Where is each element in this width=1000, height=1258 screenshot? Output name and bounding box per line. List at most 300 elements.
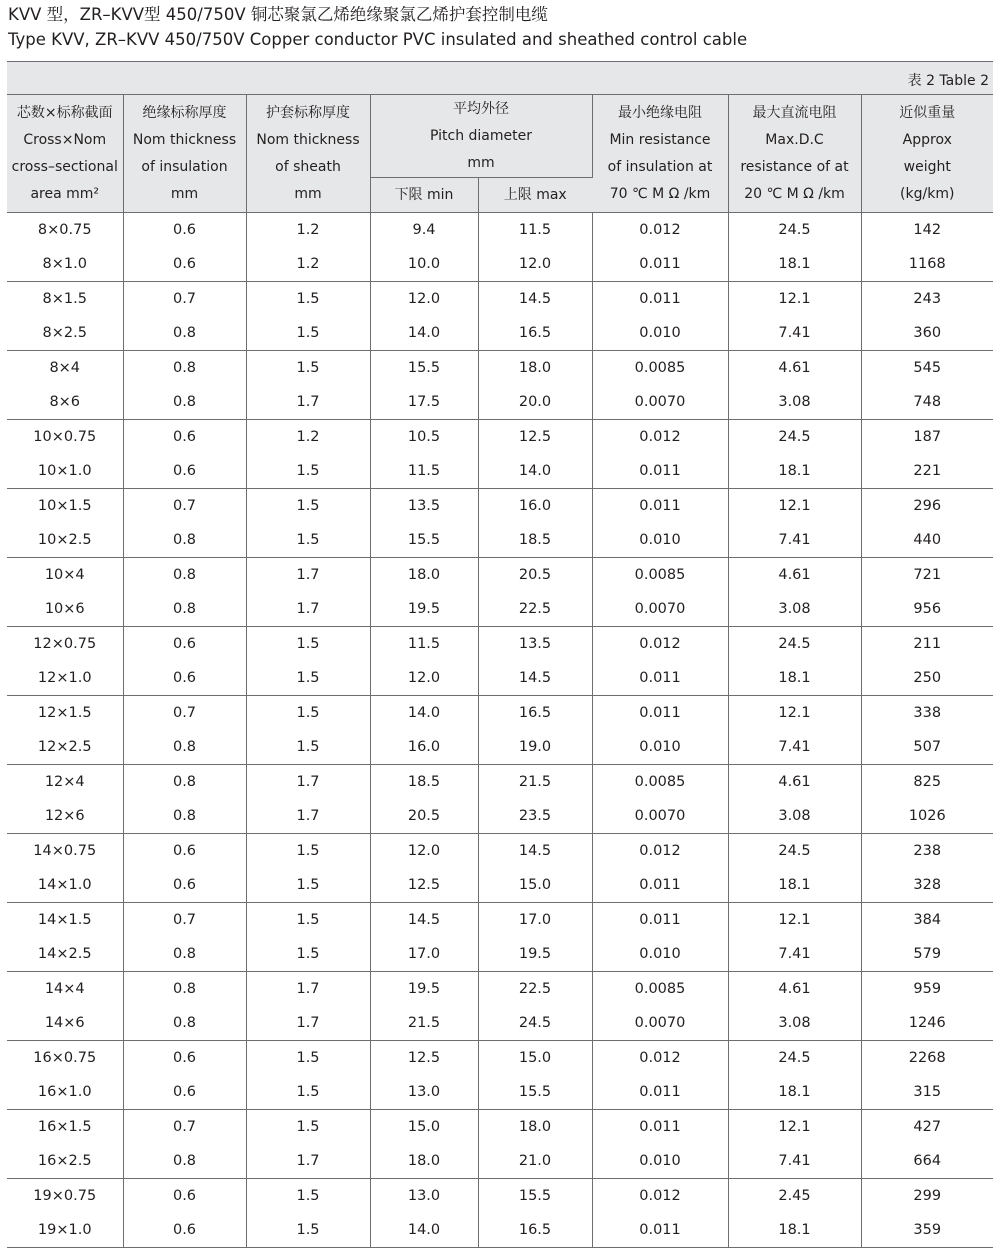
cell-insulation-thickness: 0.8 (123, 351, 246, 386)
cell-diameter-min: 17.5 (370, 385, 478, 420)
table-row (7, 1075, 993, 1110)
header-line: area mm² (30, 185, 100, 202)
cell-min-insulation-resistance: 0.012 (592, 1179, 728, 1214)
cell-diameter-min: 19.5 (370, 592, 478, 627)
table-row (7, 1110, 993, 1145)
table-row (7, 1144, 993, 1179)
header-insulation-thickness (123, 95, 246, 213)
cell-insulation-thickness: 0.6 (123, 1213, 246, 1248)
cell-min-insulation-resistance: 0.011 (592, 1075, 728, 1110)
cell-approx-weight: 2268 (908, 1050, 946, 1066)
cell-approx-weight: 299 (913, 1188, 942, 1204)
cell-approx-weight: 338 (913, 705, 942, 721)
cell-diameter-max: 24.5 (478, 1006, 592, 1041)
cell-max-dc-resistance: 7.41 (728, 316, 861, 351)
cell-diameter-min: 17.0 (370, 937, 478, 972)
cell-diameter-max: 17.0 (478, 903, 592, 938)
cell-max-dc-resistance: 4.61 (728, 972, 861, 1007)
cell-min-insulation-resistance: 0.0070 (592, 592, 728, 627)
cell-insulation-thickness: 0.6 (123, 1179, 246, 1214)
cell-cross-section: 8×2.5 (7, 316, 123, 351)
cell-min-insulation-resistance: 0.012 (592, 834, 728, 869)
cell-approx-weight: 221 (861, 454, 993, 489)
table-row (7, 247, 993, 282)
cable-spec-table (7, 95, 993, 1248)
cell-sheath-thickness: 1.2 (246, 420, 370, 455)
cell-approx-weight: 956 (861, 592, 993, 627)
cell-sheath-thickness: 1.5 (246, 1213, 370, 1248)
cell-insulation-thickness: 0.6 (123, 627, 246, 662)
table-caption-bar (7, 61, 993, 95)
cell-approx-weight: 507 (861, 730, 993, 765)
cell-sheath-thickness: 1.7 (246, 1006, 370, 1041)
cell-min-insulation-resistance: 0.011 (592, 903, 728, 938)
cell-sheath-thickness: 1.2 (246, 213, 370, 248)
cell-max-dc-resistance: 18.1 (728, 868, 861, 903)
table-row (7, 351, 993, 386)
cell-insulation-thickness: 0.6 (123, 661, 246, 696)
header-diameter-max: 上限 max (478, 178, 592, 213)
cell-diameter-min: 11.5 (370, 454, 478, 489)
cell-approx-weight: 664 (861, 1144, 993, 1179)
cell-sheath-thickness: 1.5 (246, 1110, 370, 1145)
document-title-chinese: KVV 型，ZR–KVV型 450/750V 铜芯聚氯乙烯绝缘聚氯乙烯护套控制电缆 (8, 5, 548, 24)
cell-diameter-min: 18.0 (370, 558, 478, 593)
cell-min-insulation-resistance: 0.0085 (592, 972, 728, 1007)
cell-insulation-thickness: 0.8 (123, 523, 246, 558)
cell-diameter-min: 21.5 (370, 1006, 478, 1041)
header-line: weight (903, 158, 951, 175)
cell-diameter-max: 19.5 (478, 937, 592, 972)
cell-sheath-thickness: 1.5 (246, 730, 370, 765)
table-row (7, 903, 993, 938)
cell-diameter-min: 12.0 (370, 282, 478, 317)
cell-diameter-max: 21.0 (478, 1144, 592, 1179)
cell-cross-section: 10×1.0 (7, 454, 123, 489)
header-line: cross–sectional (11, 158, 118, 175)
table-caption: 表 2 Table 2 (907, 73, 989, 89)
cell-sheath-thickness: 1.7 (246, 1144, 370, 1179)
cell-approx-weight: 243 (913, 291, 942, 307)
header-line: 20 ℃ M Ω /km (744, 185, 845, 202)
cell-insulation-thickness: 0.8 (123, 558, 246, 593)
table-header (7, 95, 993, 213)
cell-insulation-thickness: 0.7 (123, 489, 246, 524)
cell-insulation-thickness: 0.7 (123, 696, 246, 731)
cell-sheath-thickness: 1.2 (246, 247, 370, 282)
cell-diameter-max: 22.5 (478, 592, 592, 627)
cell-sheath-thickness: 1.7 (246, 558, 370, 593)
table-row (7, 316, 993, 351)
cell-max-dc-resistance: 3.08 (728, 385, 861, 420)
cell-max-dc-resistance: 24.5 (728, 834, 861, 869)
cable-spec-sheet (7, 61, 993, 1248)
cell-max-dc-resistance: 7.41 (728, 523, 861, 558)
header-line: resistance of at (740, 158, 849, 175)
cell-diameter-max: 16.5 (478, 696, 592, 731)
cell-max-dc-resistance: 24.5 (728, 1041, 861, 1076)
cell-cross-section: 10×2.5 (7, 523, 123, 558)
cell-diameter-max: 11.5 (478, 213, 592, 248)
cell-diameter-max: 16.0 (478, 489, 592, 524)
cell-min-insulation-resistance: 0.0070 (592, 799, 728, 834)
cell-min-insulation-resistance: 0.0085 (592, 351, 728, 386)
cell-cross-section: 8×6 (7, 385, 123, 420)
cell-max-dc-resistance: 18.1 (728, 247, 861, 282)
cell-min-insulation-resistance: 0.010 (592, 730, 728, 765)
cell-diameter-min: 18.0 (370, 1144, 478, 1179)
cell-cross-section: 10×0.75 (7, 420, 123, 455)
header-line: Max.D.C (765, 131, 824, 148)
header-cross-section (7, 95, 123, 213)
table-row (7, 385, 993, 420)
cell-sheath-thickness: 1.7 (246, 799, 370, 834)
cell-min-insulation-resistance: 0.011 (592, 1110, 728, 1145)
cell-approx-weight: 142 (913, 222, 942, 238)
cell-approx-weight: 359 (861, 1213, 993, 1248)
cell-insulation-thickness: 0.8 (123, 385, 246, 420)
header-line: (kg/km) (900, 185, 955, 202)
cell-max-dc-resistance: 4.61 (728, 558, 861, 593)
header-line: Nom thickness (132, 131, 237, 148)
cell-diameter-max: 18.0 (478, 351, 592, 386)
table-row (7, 282, 993, 317)
cell-diameter-min: 9.4 (370, 213, 478, 248)
cell-cross-section: 12×6 (7, 799, 123, 834)
header-line: 最大直流电阻 (752, 104, 837, 121)
cell-cross-section: 14×4 (7, 972, 123, 1007)
table-row (7, 420, 993, 455)
cell-insulation-thickness: 0.8 (123, 730, 246, 765)
cell-insulation-thickness: 0.7 (123, 903, 246, 938)
cell-insulation-thickness: 0.8 (123, 972, 246, 1007)
cell-approx-weight: 440 (861, 523, 993, 558)
header-line: Pitch diameter (430, 127, 532, 144)
cell-insulation-thickness: 0.6 (123, 868, 246, 903)
cell-max-dc-resistance: 18.1 (728, 454, 861, 489)
table-row (7, 1213, 993, 1248)
cell-diameter-min: 12.5 (370, 868, 478, 903)
cell-sheath-thickness: 1.5 (246, 454, 370, 489)
cell-sheath-thickness: 1.5 (246, 1041, 370, 1076)
cell-max-dc-resistance: 18.1 (728, 1213, 861, 1248)
cell-diameter-max: 18.0 (478, 1110, 592, 1145)
cell-cross-section: 16×0.75 (7, 1041, 123, 1076)
cell-diameter-min: 12.5 (370, 1041, 478, 1076)
cell-approx-weight: 748 (861, 385, 993, 420)
cell-max-dc-resistance: 18.1 (728, 1075, 861, 1110)
cell-sheath-thickness: 1.5 (246, 868, 370, 903)
cell-diameter-max: 12.0 (478, 247, 592, 282)
cell-sheath-thickness: 1.5 (246, 661, 370, 696)
cell-diameter-min: 14.0 (370, 316, 478, 351)
table-body (7, 213, 993, 1248)
cell-max-dc-resistance: 7.41 (728, 937, 861, 972)
cell-min-insulation-resistance: 0.011 (592, 696, 728, 731)
table-row (7, 1006, 993, 1041)
header-diameter-min: 下限 min (370, 178, 478, 213)
cell-sheath-thickness: 1.5 (246, 1075, 370, 1110)
cell-min-insulation-resistance: 0.010 (592, 523, 728, 558)
cell-approx-weight: 959 (913, 981, 942, 997)
header-line: mm (294, 185, 322, 202)
cell-max-dc-resistance: 2.45 (728, 1179, 861, 1214)
cell-diameter-min: 11.5 (370, 627, 478, 662)
cell-sheath-thickness: 1.5 (246, 834, 370, 869)
header-line: 近似重量 (899, 104, 956, 121)
table-row (7, 834, 993, 869)
table-row (7, 730, 993, 765)
cell-approx-weight: 250 (861, 661, 993, 696)
cell-sheath-thickness: 1.5 (246, 316, 370, 351)
cell-min-insulation-resistance: 0.0085 (592, 765, 728, 800)
cell-approx-weight: 721 (913, 567, 942, 583)
cell-approx-weight: 328 (861, 868, 993, 903)
cell-diameter-min: 15.5 (370, 523, 478, 558)
cell-max-dc-resistance: 12.1 (728, 489, 861, 524)
header-sheath-thickness (246, 95, 370, 213)
cell-diameter-min: 12.0 (370, 661, 478, 696)
cell-insulation-thickness: 0.8 (123, 1144, 246, 1179)
cell-sheath-thickness: 1.5 (246, 937, 370, 972)
cell-sheath-thickness: 1.5 (246, 696, 370, 731)
cell-cross-section: 8×1.0 (7, 247, 123, 282)
cell-max-dc-resistance: 3.08 (728, 1006, 861, 1041)
cell-diameter-min: 20.5 (370, 799, 478, 834)
cell-min-insulation-resistance: 0.011 (592, 868, 728, 903)
cell-min-insulation-resistance: 0.010 (592, 937, 728, 972)
table-row (7, 937, 993, 972)
cell-max-dc-resistance: 18.1 (728, 661, 861, 696)
cell-cross-section: 8×1.5 (7, 282, 123, 317)
cell-insulation-thickness: 0.8 (123, 316, 246, 351)
cell-cross-section: 12×0.75 (7, 627, 123, 662)
cell-diameter-max: 22.5 (478, 972, 592, 1007)
cell-insulation-thickness: 0.6 (123, 1075, 246, 1110)
cell-approx-weight: 187 (913, 429, 942, 445)
cell-max-dc-resistance: 4.61 (728, 765, 861, 800)
cell-approx-weight: 211 (913, 636, 942, 652)
cell-max-dc-resistance: 24.5 (728, 627, 861, 662)
header-line: 70 ℃ M Ω /km (609, 185, 711, 202)
cell-cross-section: 14×2.5 (7, 937, 123, 972)
cell-sheath-thickness: 1.5 (246, 351, 370, 386)
cell-max-dc-resistance: 12.1 (728, 282, 861, 317)
cell-cross-section: 14×0.75 (7, 834, 123, 869)
cell-cross-section: 10×6 (7, 592, 123, 627)
cell-cross-section: 12×1.0 (7, 661, 123, 696)
cell-sheath-thickness: 1.5 (246, 627, 370, 662)
cell-sheath-thickness: 1.5 (246, 1179, 370, 1214)
cell-diameter-min: 13.0 (370, 1179, 478, 1214)
cell-diameter-max: 14.5 (478, 661, 592, 696)
table-row (7, 454, 993, 489)
cell-sheath-thickness: 1.7 (246, 765, 370, 800)
cell-cross-section: 16×2.5 (7, 1144, 123, 1179)
cell-cross-section: 8×0.75 (7, 213, 123, 248)
header-line: 绝缘标称厚度 (142, 104, 227, 121)
cell-cross-section: 10×1.5 (7, 489, 123, 524)
cell-insulation-thickness: 0.6 (123, 213, 246, 248)
cell-diameter-min: 15.5 (370, 351, 478, 386)
table-row (7, 213, 993, 248)
header-line: 最小绝缘电阻 (618, 104, 702, 121)
cell-approx-weight: 1246 (861, 1006, 993, 1041)
cell-diameter-min: 19.5 (370, 972, 478, 1007)
cell-sheath-thickness: 1.5 (246, 903, 370, 938)
cell-diameter-min: 14.0 (370, 696, 478, 731)
cell-approx-weight: 1168 (861, 247, 993, 282)
cell-insulation-thickness: 0.7 (123, 1110, 246, 1145)
header-line: Approx (902, 131, 952, 148)
cell-diameter-max: 13.5 (478, 627, 592, 662)
header-line: 芯数×标称截面 (16, 104, 113, 121)
cell-diameter-min: 13.0 (370, 1075, 478, 1110)
cell-diameter-min: 15.0 (370, 1110, 478, 1145)
cell-diameter-max: 16.5 (478, 316, 592, 351)
header-line: Nom thickness (256, 131, 360, 148)
cell-diameter-max: 14.5 (478, 282, 592, 317)
table-row (7, 523, 993, 558)
cell-diameter-min: 16.0 (370, 730, 478, 765)
cell-diameter-max: 16.5 (478, 1213, 592, 1248)
cell-diameter-max: 15.0 (478, 868, 592, 903)
cell-insulation-thickness: 0.8 (123, 799, 246, 834)
cell-min-insulation-resistance: 0.011 (592, 661, 728, 696)
cell-approx-weight: 360 (861, 316, 993, 351)
cell-diameter-min: 12.0 (370, 834, 478, 869)
header-line: of insulation (141, 158, 228, 175)
cell-sheath-thickness: 1.5 (246, 282, 370, 317)
table-row (7, 558, 993, 593)
cell-cross-section: 12×4 (7, 765, 123, 800)
header-line: Min resistance (609, 131, 711, 148)
cell-diameter-max: 14.0 (478, 454, 592, 489)
cell-insulation-thickness: 0.8 (123, 1006, 246, 1041)
cell-insulation-thickness: 0.6 (123, 1041, 246, 1076)
cell-sheath-thickness: 1.7 (246, 592, 370, 627)
cell-min-insulation-resistance: 0.012 (592, 420, 728, 455)
header-line: 平均外径 (453, 100, 509, 117)
cell-sheath-thickness: 1.7 (246, 972, 370, 1007)
cell-max-dc-resistance: 7.41 (728, 1144, 861, 1179)
cell-cross-section: 14×1.5 (7, 903, 123, 938)
cell-min-insulation-resistance: 0.011 (592, 454, 728, 489)
table-row (7, 799, 993, 834)
cell-approx-weight: 384 (913, 912, 942, 928)
cell-insulation-thickness: 0.6 (123, 420, 246, 455)
cell-sheath-thickness: 1.5 (246, 523, 370, 558)
document-title-english: Type KVV, ZR–KVV 450/750V Copper conductor PVC insulated and sheathed control cable (8, 30, 748, 49)
cell-approx-weight: 545 (913, 360, 942, 376)
cell-diameter-max: 20.0 (478, 385, 592, 420)
cell-min-insulation-resistance: 0.012 (592, 213, 728, 248)
cell-diameter-max: 19.0 (478, 730, 592, 765)
cell-diameter-max: 21.5 (478, 765, 592, 800)
cell-min-insulation-resistance: 0.012 (592, 1041, 728, 1076)
cell-max-dc-resistance: 4.61 (728, 351, 861, 386)
cell-insulation-thickness: 0.8 (123, 765, 246, 800)
cell-diameter-max: 23.5 (478, 799, 592, 834)
cell-approx-weight: 296 (913, 498, 942, 514)
cell-approx-weight: 315 (861, 1075, 993, 1110)
table-row (7, 627, 993, 662)
cell-max-dc-resistance: 12.1 (728, 903, 861, 938)
cell-cross-section: 14×6 (7, 1006, 123, 1041)
table-row (7, 696, 993, 731)
cell-min-insulation-resistance: 0.011 (592, 1213, 728, 1248)
cell-min-insulation-resistance: 0.011 (592, 282, 728, 317)
cell-cross-section: 8×4 (7, 351, 123, 386)
cell-diameter-max: 18.5 (478, 523, 592, 558)
cell-sheath-thickness: 1.5 (246, 489, 370, 524)
cell-max-dc-resistance: 12.1 (728, 696, 861, 731)
cell-max-dc-resistance: 3.08 (728, 592, 861, 627)
cell-max-dc-resistance: 24.5 (728, 213, 861, 248)
cell-approx-weight: 1026 (861, 799, 993, 834)
header-max-dc-resistance (728, 95, 861, 213)
table-row (7, 1041, 993, 1076)
cell-cross-section: 19×0.75 (7, 1179, 123, 1214)
cell-diameter-max: 15.5 (478, 1179, 592, 1214)
header-line: mm (467, 154, 495, 171)
cell-approx-weight: 825 (913, 774, 942, 790)
table-row (7, 972, 993, 1007)
cell-cross-section: 16×1.0 (7, 1075, 123, 1110)
cell-insulation-thickness: 0.8 (123, 937, 246, 972)
cell-diameter-max: 15.0 (478, 1041, 592, 1076)
cell-min-insulation-resistance: 0.011 (592, 489, 728, 524)
cell-sheath-thickness: 1.7 (246, 385, 370, 420)
cell-cross-section: 12×2.5 (7, 730, 123, 765)
table-row (7, 592, 993, 627)
cell-min-insulation-resistance: 0.0070 (592, 1006, 728, 1041)
cell-max-dc-resistance: 7.41 (728, 730, 861, 765)
cell-approx-weight: 238 (913, 843, 942, 859)
cell-approx-weight: 579 (861, 937, 993, 972)
cell-cross-section: 12×1.5 (7, 696, 123, 731)
cell-cross-section: 19×1.0 (7, 1213, 123, 1248)
header-approx-weight (861, 95, 993, 213)
cell-diameter-min: 13.5 (370, 489, 478, 524)
header-line: mm (170, 185, 199, 202)
cell-diameter-max: 20.5 (478, 558, 592, 593)
cell-diameter-min: 14.0 (370, 1213, 478, 1248)
cell-diameter-min: 10.0 (370, 247, 478, 282)
cell-insulation-thickness: 0.6 (123, 247, 246, 282)
cell-max-dc-resistance: 24.5 (728, 420, 861, 455)
header-min-insulation-resistance (592, 95, 728, 213)
table-row (7, 489, 993, 524)
cell-insulation-thickness: 0.7 (123, 282, 246, 317)
cell-cross-section: 10×4 (7, 558, 123, 593)
header-line: Cross×Nom (23, 131, 107, 148)
header-line: of sheath (275, 158, 341, 175)
cell-min-insulation-resistance: 0.010 (592, 1144, 728, 1179)
cell-approx-weight: 427 (913, 1119, 942, 1135)
table-row (7, 765, 993, 800)
table-row (7, 868, 993, 903)
table-row (7, 661, 993, 696)
cell-cross-section: 14×1.0 (7, 868, 123, 903)
cell-cross-section: 16×1.5 (7, 1110, 123, 1145)
cell-insulation-thickness: 0.8 (123, 592, 246, 627)
cell-max-dc-resistance: 12.1 (728, 1110, 861, 1145)
cell-insulation-thickness: 0.6 (123, 454, 246, 489)
cell-min-insulation-resistance: 0.011 (592, 247, 728, 282)
cell-diameter-min: 10.5 (370, 420, 478, 455)
cell-diameter-min: 14.5 (370, 903, 478, 938)
